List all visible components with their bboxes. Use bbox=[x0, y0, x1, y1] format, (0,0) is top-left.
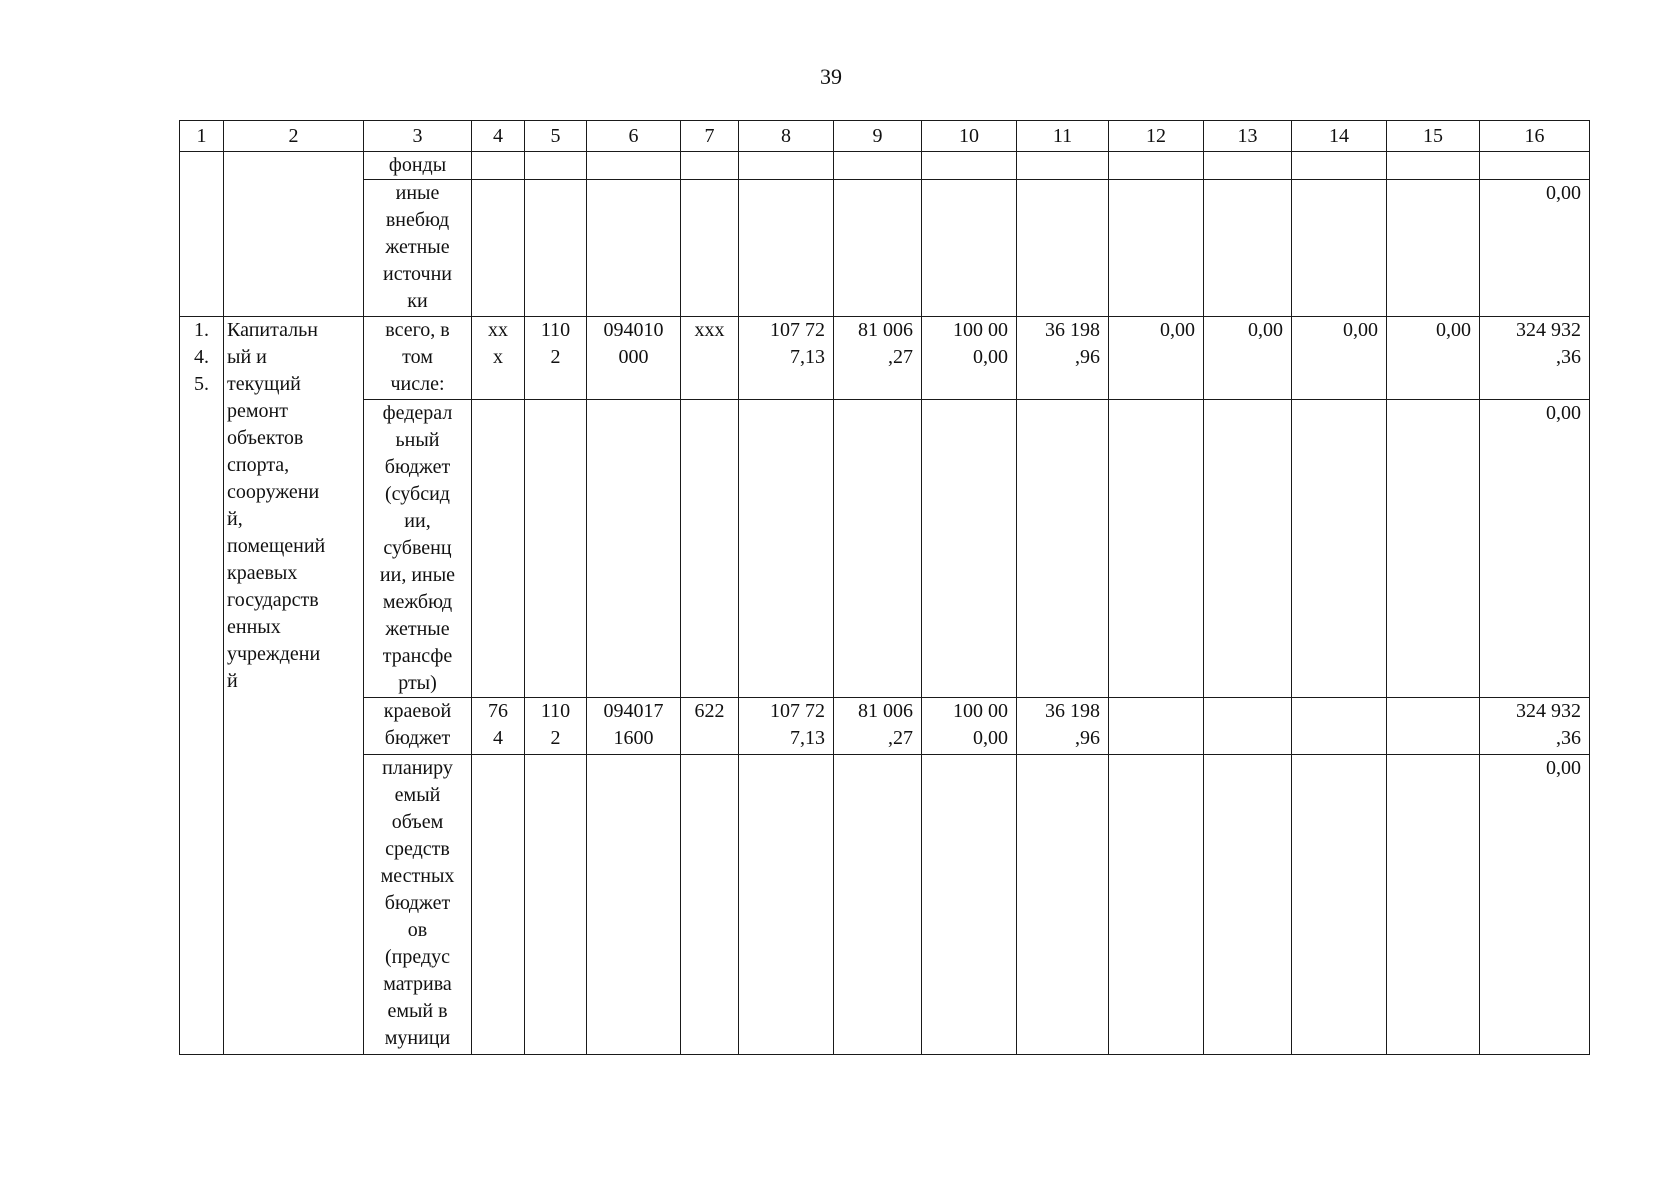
column-header: 12 bbox=[1109, 121, 1204, 152]
amount-cell: 0,00 bbox=[1387, 317, 1480, 400]
amount-cell: 0,00 bbox=[1292, 317, 1387, 400]
table-cell bbox=[1109, 152, 1204, 180]
table-cell bbox=[834, 755, 922, 1055]
table-cell bbox=[472, 180, 525, 317]
table-cell bbox=[1204, 400, 1292, 698]
amount-cell: 100 00 0,00 bbox=[922, 698, 1017, 755]
column-header: 1 bbox=[180, 121, 224, 152]
table-cell bbox=[180, 152, 224, 317]
table-cell bbox=[681, 755, 739, 1055]
source-label: федерал ьный бюджет (субсид ии, субвенц ии, иные межбюд жетные трансфе рты) bbox=[364, 400, 472, 698]
table-cell bbox=[922, 400, 1017, 698]
table-row-total bbox=[180, 317, 1590, 400]
total-value: 0,00 bbox=[1480, 180, 1590, 317]
table-cell bbox=[1387, 698, 1480, 755]
table-cell bbox=[1204, 755, 1292, 1055]
budget-table bbox=[179, 120, 1590, 1055]
table-cell bbox=[1292, 152, 1387, 180]
table-cell bbox=[834, 400, 922, 698]
table-row-local bbox=[180, 755, 1590, 1055]
total-value: 0,00 bbox=[1480, 755, 1590, 1055]
code-cell: 110 2 bbox=[525, 317, 587, 400]
table-cell bbox=[1017, 152, 1109, 180]
column-header: 3 bbox=[364, 121, 472, 152]
column-header: 16 bbox=[1480, 121, 1590, 152]
header-row bbox=[180, 121, 1590, 152]
table-cell bbox=[472, 755, 525, 1055]
table-cell bbox=[834, 180, 922, 317]
table-cell bbox=[1017, 400, 1109, 698]
table-cell bbox=[681, 180, 739, 317]
column-header: 4 bbox=[472, 121, 525, 152]
amount-cell: 107 72 7,13 bbox=[739, 317, 834, 400]
column-header: 5 bbox=[525, 121, 587, 152]
amount-cell: 36 198 ,96 bbox=[1017, 698, 1109, 755]
table-cell bbox=[922, 152, 1017, 180]
column-header: 14 bbox=[1292, 121, 1387, 152]
table-cell bbox=[1017, 755, 1109, 1055]
page-number: 39 bbox=[820, 64, 842, 89]
amount-cell: 100 00 0,00 bbox=[922, 317, 1017, 400]
amount-cell: 81 006 ,27 bbox=[834, 317, 922, 400]
column-header: 7 bbox=[681, 121, 739, 152]
table-cell bbox=[1204, 180, 1292, 317]
column-header: 10 bbox=[922, 121, 1017, 152]
source-label: иные внебюд жетные источни ки bbox=[364, 180, 472, 317]
table-cell bbox=[1292, 180, 1387, 317]
amount-cell: 107 72 7,13 bbox=[739, 698, 834, 755]
source-label: фонды bbox=[364, 152, 472, 180]
table-cell bbox=[922, 180, 1017, 317]
code-cell: 094010 000 bbox=[587, 317, 681, 400]
table-cell bbox=[525, 152, 587, 180]
table-cell bbox=[1480, 152, 1590, 180]
table-cell bbox=[525, 180, 587, 317]
table-cell bbox=[1292, 755, 1387, 1055]
table-cell bbox=[1109, 180, 1204, 317]
column-header: 13 bbox=[1204, 121, 1292, 152]
table-cell bbox=[472, 152, 525, 180]
table-cell bbox=[1204, 698, 1292, 755]
item-number: 1. 4. 5. bbox=[180, 317, 224, 1055]
table-cell bbox=[1387, 152, 1480, 180]
table-cell bbox=[922, 755, 1017, 1055]
table-cell bbox=[224, 152, 364, 317]
column-header: 8 bbox=[739, 121, 834, 152]
column-header: 6 bbox=[587, 121, 681, 152]
table-cell bbox=[1017, 180, 1109, 317]
table-cell bbox=[834, 152, 922, 180]
table-cell bbox=[587, 400, 681, 698]
table-row-regional bbox=[180, 698, 1590, 755]
amount-cell: 0,00 bbox=[1109, 317, 1204, 400]
table-cell bbox=[739, 400, 834, 698]
code-cell: 76 4 bbox=[472, 698, 525, 755]
column-header: 9 bbox=[834, 121, 922, 152]
code-cell: хх х bbox=[472, 317, 525, 400]
table-cell bbox=[739, 180, 834, 317]
table-cell bbox=[739, 755, 834, 1055]
table-row-funds bbox=[180, 152, 1590, 180]
code-cell: 110 2 bbox=[525, 698, 587, 755]
table-cell bbox=[681, 152, 739, 180]
column-header: 11 bbox=[1017, 121, 1109, 152]
amount-cell: 81 006 ,27 bbox=[834, 698, 922, 755]
column-header: 2 bbox=[224, 121, 364, 152]
table-cell bbox=[1292, 698, 1387, 755]
amount-cell: 36 198 ,96 bbox=[1017, 317, 1109, 400]
table-row-federal bbox=[180, 400, 1590, 698]
table-cell bbox=[587, 755, 681, 1055]
table-row-other-offbudget bbox=[180, 180, 1590, 317]
total-value: 324 932 ,36 bbox=[1480, 317, 1590, 400]
source-label: всего, в том числе: bbox=[364, 317, 472, 400]
code-cell: 622 bbox=[681, 698, 739, 755]
code-cell: 094017 1600 bbox=[587, 698, 681, 755]
total-value: 324 932 ,36 bbox=[1480, 698, 1590, 755]
table-cell bbox=[1292, 400, 1387, 698]
table-cell bbox=[1109, 698, 1204, 755]
column-header: 15 bbox=[1387, 121, 1480, 152]
table-cell bbox=[472, 400, 525, 698]
code-cell: ххх bbox=[681, 317, 739, 400]
table-cell bbox=[525, 400, 587, 698]
table-cell bbox=[587, 152, 681, 180]
table-cell bbox=[1109, 755, 1204, 1055]
amount-cell: 0,00 bbox=[1204, 317, 1292, 400]
item-name: Капитальн ый и текущий ремонт объектов спорта, сооружени й, помещений краевых государств енных учреждени й bbox=[224, 317, 364, 1055]
total-value: 0,00 bbox=[1480, 400, 1590, 698]
table-cell bbox=[1387, 180, 1480, 317]
table-cell bbox=[1387, 755, 1480, 1055]
table-cell bbox=[1204, 152, 1292, 180]
table-cell bbox=[681, 400, 739, 698]
table-cell bbox=[739, 152, 834, 180]
source-label: краевой бюджет bbox=[364, 698, 472, 755]
table-cell bbox=[587, 180, 681, 317]
table-cell bbox=[1109, 400, 1204, 698]
source-label: планиру емый объем средств местных бюджет ов (предус матрива емый в муници bbox=[364, 755, 472, 1055]
table-cell bbox=[1387, 400, 1480, 698]
table-cell bbox=[525, 755, 587, 1055]
